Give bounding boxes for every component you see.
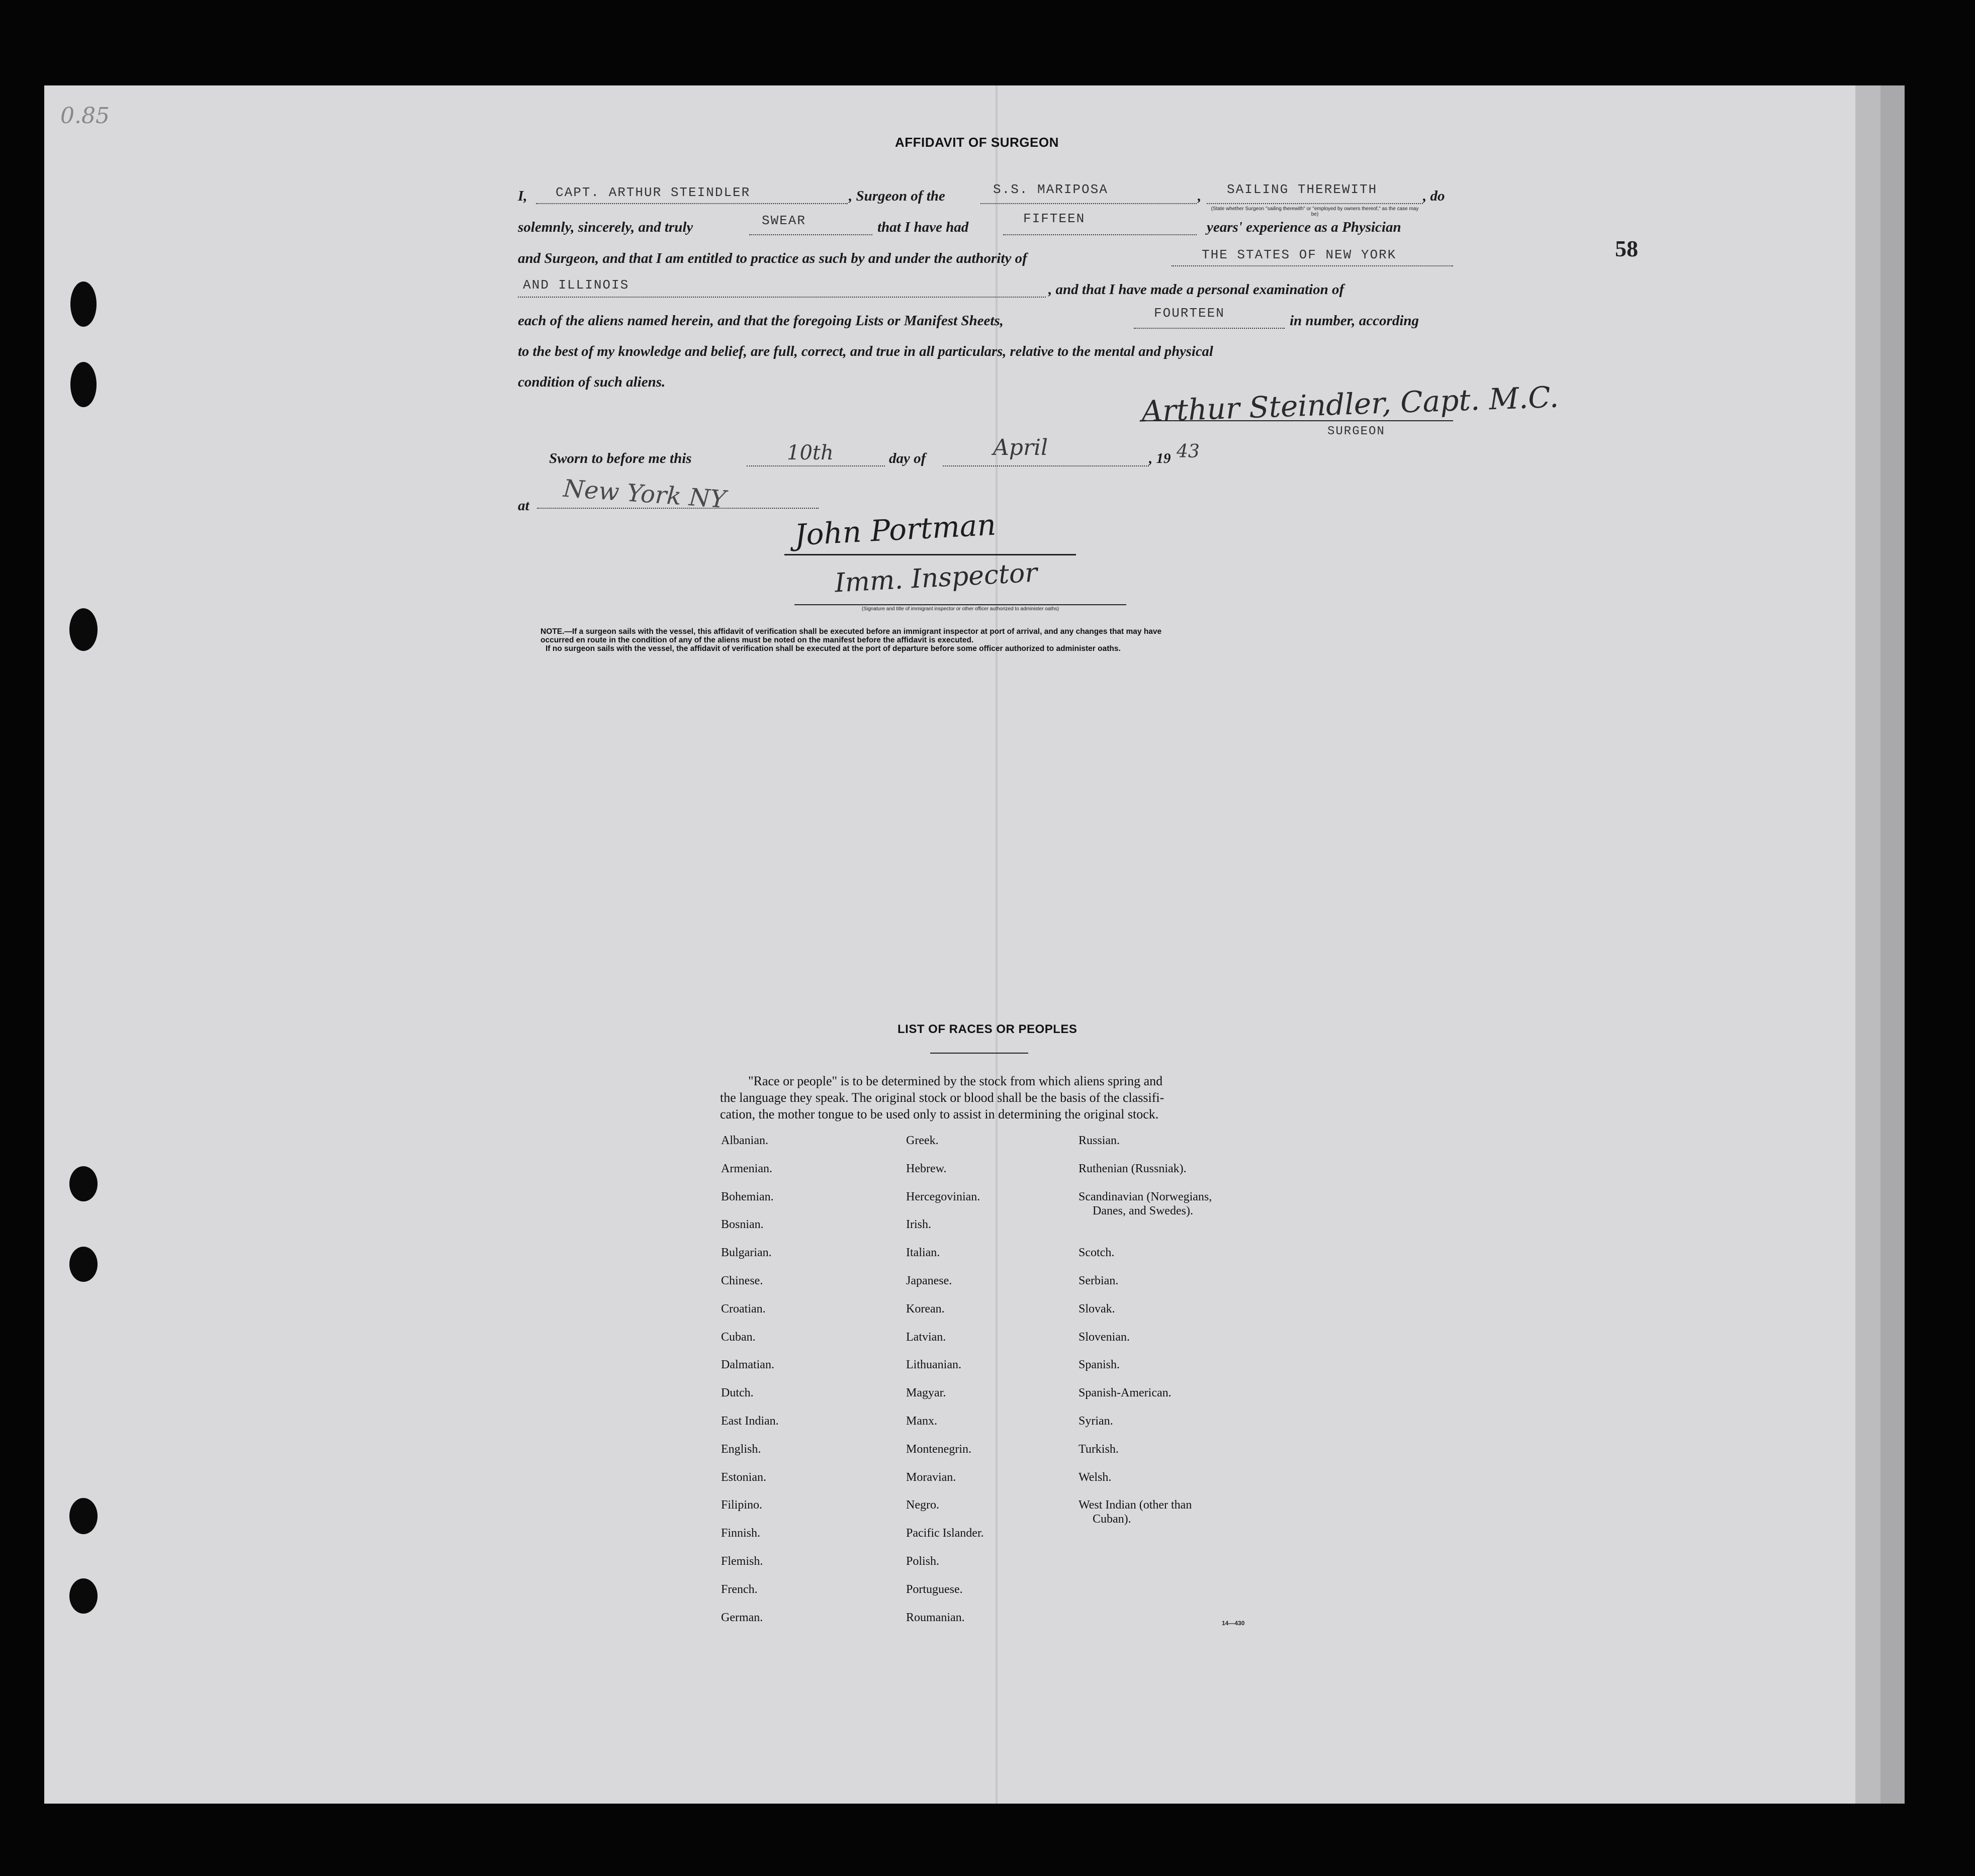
race-item: Negro. [906, 1498, 939, 1512]
race-item: Irish. [906, 1218, 931, 1232]
race-item: Roumanian. [906, 1611, 965, 1624]
sworn-day: 10th [787, 441, 834, 464]
text-i: I, [518, 188, 527, 204]
race-item: Spanish. [1079, 1358, 1120, 1372]
race-item: Armenian. [721, 1162, 772, 1175]
authority-line-2 [518, 297, 1046, 298]
sworn-day-line [747, 465, 885, 466]
text-year-prefix: , 19 [1149, 450, 1171, 466]
note-line-2: occurred en route in the condition of any of the aliens must be noted on the manifest before the affidavit is executed. [541, 636, 974, 644]
inspector-signature-underline [784, 554, 1076, 555]
race-item: Manx. [906, 1414, 937, 1428]
sworn-month: April [993, 435, 1048, 460]
inspector-caption: (Signature and title of immigrant inspector or other officer authorized to administer oaths) [861, 606, 1059, 612]
races-intro-line-3: cation, the mother tongue to be used only to assist in determining the original stock. [720, 1107, 1159, 1121]
races-intro [720, 1073, 1253, 1122]
page-fold [996, 85, 998, 1804]
race-item: Hebrew. [906, 1162, 947, 1175]
text-solemnly: solemnly, sincerely, and truly [518, 219, 693, 235]
race-item: Cuban). [1093, 1513, 1131, 1526]
text-in-number: in number, according [1290, 313, 1419, 329]
race-item: Japanese. [906, 1274, 952, 1287]
race-item: Bosnian. [721, 1218, 764, 1232]
race-item: Slovak. [1079, 1302, 1115, 1316]
race-item: Chinese. [721, 1274, 763, 1287]
race-item: Bohemian. [721, 1190, 774, 1203]
race-item: English. [721, 1442, 761, 1456]
inspector-title: Imm. Inspector [834, 557, 1038, 599]
text-and-surgeon: and Surgeon, and that I am entitled to practice as such by and under the authority of [518, 250, 1027, 266]
text-sworn: Sworn to before me this [549, 450, 692, 466]
oath-line [749, 234, 872, 235]
race-item: Slovenian. [1079, 1330, 1130, 1344]
race-item: Hercegovinian. [906, 1190, 980, 1203]
race-item: Albanian. [721, 1134, 768, 1147]
race-item: Italian. [906, 1246, 940, 1260]
binder-hole-7 [69, 1578, 98, 1614]
races-title: LIST OF RACES OR PEOPLES [897, 1022, 1078, 1036]
race-item: Welsh. [1079, 1470, 1112, 1484]
race-item: Finnish. [721, 1527, 761, 1540]
affidavit-title: AFFIDAVIT OF SURGEON [895, 135, 1059, 150]
race-item: East Indian. [721, 1414, 779, 1428]
text-condition: condition of such aliens. [518, 374, 666, 390]
authority-2: AND ILLINOIS [523, 277, 630, 293]
oath-word: SWEAR [762, 213, 806, 228]
race-item: Moravian. [906, 1470, 956, 1484]
races-column-3 [1079, 1134, 1212, 1541]
inspector-title-line [794, 604, 1126, 605]
sheets-count: FOURTEEN [1154, 306, 1225, 321]
authority-1: THE STATES OF NEW YORK [1202, 247, 1397, 262]
race-item: Latvian. [906, 1330, 946, 1344]
binder-hole-4 [69, 1166, 98, 1201]
sworn-month-line [943, 465, 1149, 466]
race-item: Korean. [906, 1302, 945, 1316]
race-item: Russian. [1079, 1134, 1120, 1147]
races-intro-line-1: "Race or people" is to be determined by the stock from which aliens spring and [748, 1074, 1163, 1088]
race-item: West Indian (other than [1079, 1498, 1192, 1512]
races-column-1 [721, 1134, 779, 1639]
binder-hole-5 [69, 1247, 98, 1282]
surgeon-name: CAPT. ARTHUR STEINDLER [556, 185, 751, 200]
sailing-status-line [1207, 203, 1423, 204]
race-item: Syrian. [1079, 1414, 1113, 1428]
years-line [1003, 234, 1197, 235]
inspector-signature: John Portman [793, 507, 997, 552]
surgeon-signature-line [1141, 420, 1453, 421]
sworn-year: 43 [1177, 441, 1200, 462]
vessel-line [980, 203, 1197, 204]
page-mark-top-left: 0.85 [60, 103, 110, 129]
binder-hole-3 [69, 608, 98, 651]
text-best-knowledge: to the best of my knowledge and belief, are full, correct, and true in all particulars, relative to the mental and physical [518, 344, 1213, 359]
sworn-place: New York NY [562, 474, 727, 514]
binder-hole-6 [69, 1498, 98, 1534]
race-item: Montenegrin. [906, 1442, 971, 1456]
race-item: Filipino. [721, 1498, 763, 1512]
text-at: at [518, 498, 529, 514]
race-item: Estonian. [721, 1470, 766, 1484]
races-title-rule [930, 1053, 1028, 1054]
page-number: 58 [1615, 236, 1638, 261]
text-personal-exam: , and that I have made a personal examination of [1048, 282, 1344, 298]
race-item: Scandinavian (Norwegians, [1079, 1190, 1212, 1203]
races-column-2 [906, 1134, 984, 1639]
sailing-status-note: (State whether Surgeon "sailing therewith" or "employed by owners thereof," as the case may be) [1211, 206, 1419, 217]
race-item: Ruthenian (Russniak). [1079, 1162, 1187, 1175]
affidavit-note [541, 627, 1456, 653]
text-that-i-have-had: that I have had [877, 219, 969, 235]
race-item: Dutch. [721, 1386, 754, 1400]
race-item: Turkish. [1079, 1442, 1119, 1456]
sheets-line [1134, 328, 1285, 329]
race-item: Magyar. [906, 1386, 946, 1400]
race-item: Serbian. [1079, 1274, 1119, 1287]
race-item: Flemish. [721, 1554, 763, 1568]
race-item: Danes, and Swedes). [1093, 1204, 1193, 1217]
race-item: Bulgarian. [721, 1246, 772, 1260]
sailing-status: SAILING THEREWITH [1227, 182, 1378, 197]
surgeon-title: SURGEON [1327, 425, 1385, 438]
race-item: Cuban. [721, 1330, 756, 1344]
text-day-of: day of [889, 450, 926, 466]
race-item: French. [721, 1582, 758, 1596]
race-item: Spanish-American. [1079, 1386, 1172, 1400]
race-item: German. [721, 1611, 763, 1624]
text-years-experience: years' experience as a Physician [1207, 219, 1401, 235]
race-item: Croatian. [721, 1302, 766, 1316]
vessel-name: S.S. MARIPOSA [993, 182, 1108, 197]
binder-hole-1 [70, 282, 97, 327]
race-item: Lithuanian. [906, 1358, 961, 1372]
text-do: , do [1423, 188, 1445, 204]
race-item: Scotch. [1079, 1246, 1115, 1260]
race-item: Portuguese. [906, 1582, 963, 1596]
race-item: Dalmatian. [721, 1358, 774, 1372]
authority-line-1 [1172, 265, 1453, 266]
note-line-1: NOTE.—If a surgeon sails with the vessel, this affidavit of verification shall be executed before an immigrant inspector at port of arrival, and any changes that may have [541, 627, 1162, 636]
race-item: Polish. [906, 1554, 940, 1568]
page-edge-shadow [1880, 85, 1905, 1804]
binder-hole-2 [70, 362, 97, 407]
text-surgeon-of-the: , Surgeon of the [849, 188, 945, 204]
text-each-of-aliens: each of the aliens named herein, and that the foregoing Lists or Manifest Sheets, [518, 313, 1004, 329]
surgeon-name-line [536, 203, 848, 204]
years-count: FIFTEEN [1023, 211, 1086, 226]
note-line-3: If no surgeon sails with the vessel, the affidavit of verification shall be executed at the port of departure before some officer authorized to administer oaths. [546, 644, 1121, 653]
race-item: Pacific Islander. [906, 1527, 984, 1540]
form-number: 14—430 [1222, 1620, 1245, 1627]
surgeon-signature: Arthur Steindler, Capt. M.C. [1141, 380, 1560, 429]
races-intro-line-2: the language they speak. The original stock or blood shall be the basis of the classifi- [720, 1090, 1164, 1105]
race-item: Greek. [906, 1134, 939, 1147]
text-comma: , [1198, 188, 1202, 204]
